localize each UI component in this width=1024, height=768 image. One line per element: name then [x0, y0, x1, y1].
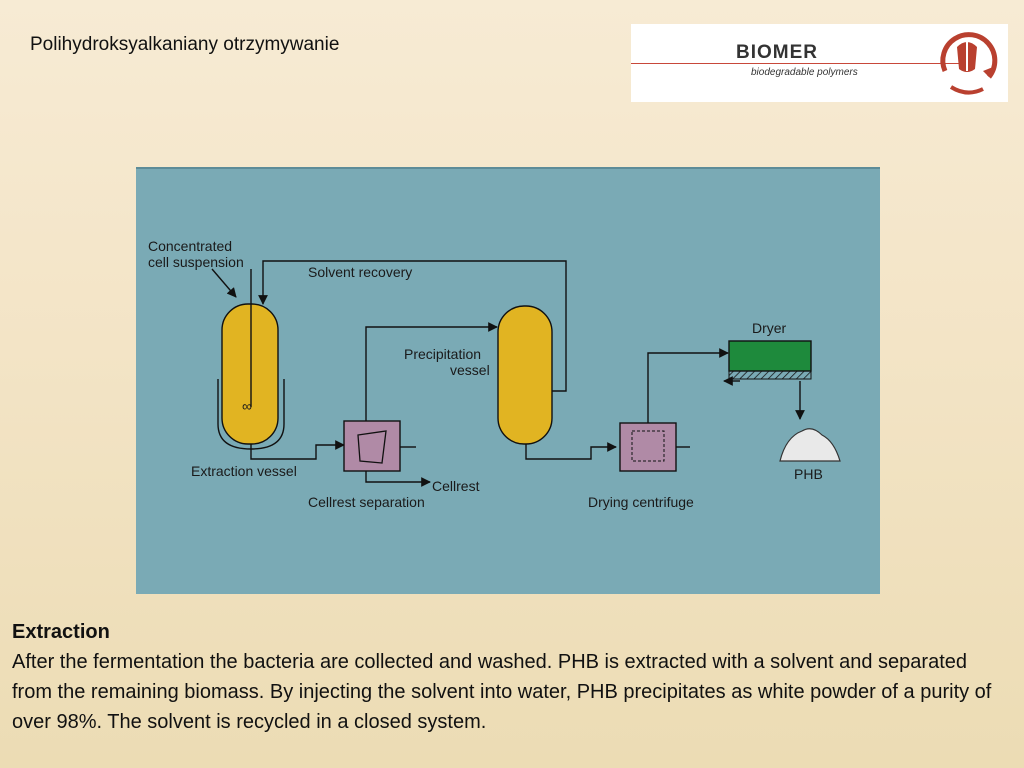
body-paragraph: After the fermentation the bacteria are collected and washed. PHB is extracted with a solvent and separated from the remaining biomass. By injecting the solvent into water, PHB precipitates as white powder of a purity of over 98%. The solvent is recycled in a closed system.	[12, 651, 992, 733]
drying-centrifuge-unit	[620, 423, 676, 471]
label-extraction-vessel: Extraction vessel	[191, 463, 297, 479]
body-text	[12, 617, 1012, 737]
body-heading: Extraction	[12, 621, 110, 643]
label-cellrest-separation: Cellrest separation	[308, 494, 425, 510]
logo-tagline: biodegradable polymers	[751, 67, 858, 78]
label-phb: PHB	[794, 466, 823, 482]
recycle-leaf-icon	[931, 27, 1003, 99]
svg-text:∞: ∞	[242, 398, 252, 414]
logo-name: BIOMER	[736, 42, 818, 63]
label-solvent-recovery: Solvent recovery	[308, 264, 413, 280]
slide-title: Polihydroksyalkaniany otrzymywanie	[30, 34, 340, 55]
biomer-logo	[631, 24, 1008, 102]
process-diagram	[136, 167, 880, 594]
precipitation-vessel	[498, 306, 552, 444]
cellrest-separation-unit	[344, 421, 400, 471]
extraction-vessel	[218, 304, 284, 449]
label-vessel: vessel	[450, 362, 490, 378]
label-drying-centrifuge: Drying centrifuge	[588, 494, 694, 510]
label-dryer: Dryer	[752, 320, 787, 336]
label-concentrated: Concentrated	[148, 238, 233, 254]
phb-powder-pile	[780, 429, 840, 461]
label-cell-suspension: cell suspension	[148, 254, 244, 270]
label-precipitation: Precipitation	[404, 346, 482, 362]
dryer-unit	[729, 341, 811, 379]
label-cellrest: Cellrest	[432, 478, 480, 494]
